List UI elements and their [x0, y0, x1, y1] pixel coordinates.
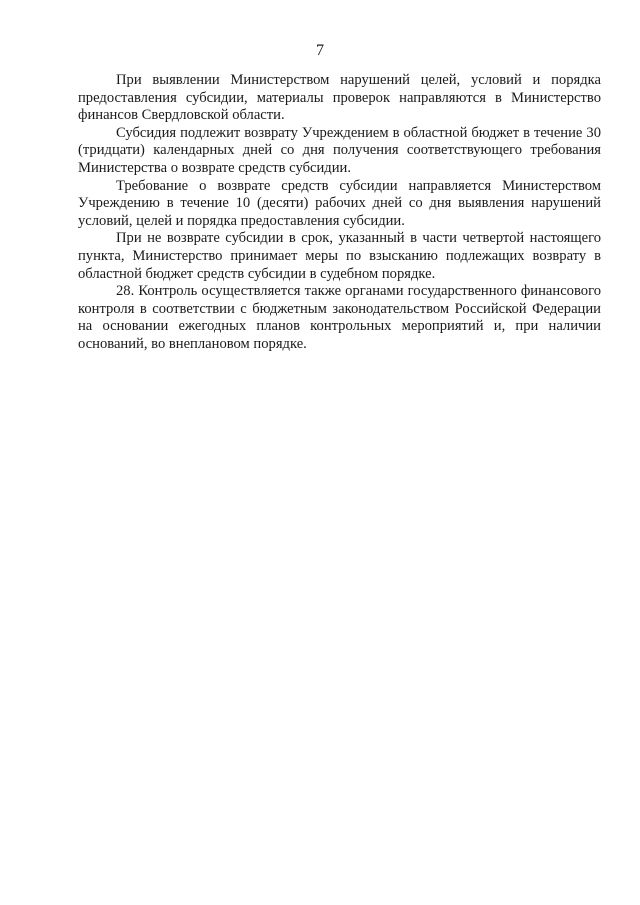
document-body — [78, 72, 601, 354]
paragraph-28-control: 28. Контроль осуществляется также органами государственного финансового контроля в соответствии с бюджетным законодательством Российской Федерации на основании ежегодных планов контрольных мероприятий и, при наличии оснований, во внеплановом порядке. — [78, 283, 601, 352]
paragraph-non-return-measures: При не возврате субсидии в срок, указанный в части четвертой настоящего пункта, Министерство принимает меры по взысканию подлежащих возврату в областной бюджет средств субсидии в судебном порядке. — [78, 230, 601, 282]
paragraph-violation-detection: При выявлении Министерством нарушений целей, условий и порядка предоставления субсидии, материалы проверок направляются в Министерство финансов Свердловской области. — [78, 72, 601, 124]
paragraph-subsidy-return: Субсидия подлежит возврату Учреждением в областной бюджет в течение 30 (тридцати) календарных дней со дня получения соответствующего требования Министерства о возврате средств субсидии. — [78, 124, 601, 176]
page-number: 7 — [316, 42, 324, 59]
paragraph-return-requirement: Требование о возврате средств субсидии направляется Министерством Учреждению в течение 10 (десяти) рабочих дней со дня выявления нарушений условий, целей и порядка предоставления субсидии. — [78, 177, 601, 229]
